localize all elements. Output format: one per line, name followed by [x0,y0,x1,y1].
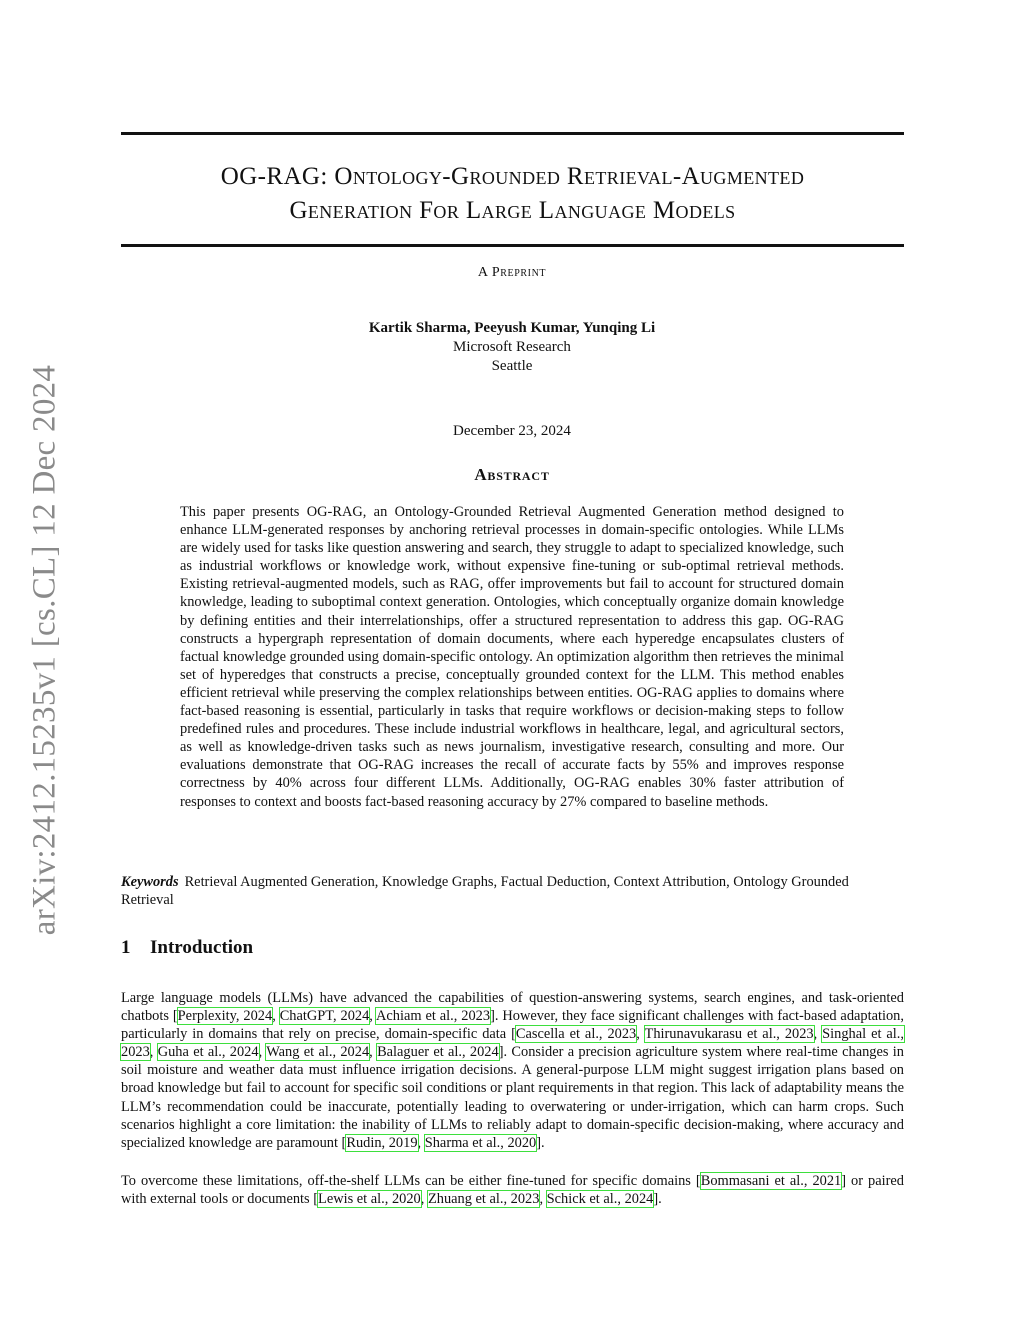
section-title: Introduction [150,937,254,958]
citation-separator: , [369,1008,377,1025]
paragraph-text: To overcome these limitations, off-the-shelf LLMs can be either fine-tuned for specific domains [ [121,1173,701,1189]
citation-separator: , [258,1044,267,1061]
citation-separator: , [636,1026,645,1043]
citation-link[interactable]: ChatGPT, 2024 [279,1008,370,1025]
citation-link[interactable]: Cascella et al., 2023 [515,1026,637,1043]
intro-paragraph-1 [121,989,904,1152]
citation-link[interactable]: Bommasani et al., 2021 [700,1173,842,1189]
author-block [0,319,1024,376]
citation-link[interactable]: Schick et al., 2024 [546,1191,654,1208]
citation-separator: , [369,1044,378,1061]
citation-link[interactable]: Zhuang et al., 2023 [427,1191,540,1208]
intro-paragraph-2 [121,1172,904,1208]
paragraph-text: ] or paired with external tools or documents [ [121,1173,905,1208]
citation-separator: , [417,1134,425,1151]
citation-separator: , [420,1191,428,1208]
paragraph-text: ]. However, they face significant challenges with fact-based adaptation, particularly in domains that rely on precise, domain-specific data [ [121,1008,904,1043]
paragraph-text: ]. [536,1134,545,1151]
preprint-label: A Preprint [477,265,547,280]
citation-link[interactable]: Guha et al., 2024 [157,1044,259,1061]
citation-link[interactable]: Rudin, 2019 [346,1134,418,1151]
arxiv-identifier-text: arXiv:2412.15235v1 [cs.CL] 12 Dec 2024 [26,364,63,936]
citation-link[interactable]: Lewis et al., 2020 [318,1191,421,1208]
paragraph-text: ]. Consider a precision agriculture system where real-time changes in soil moisture and weather data must influence irrigation decisions. A general-purpose LLM might suggest irrigation plans based on broad knowledge but fail to account for specific soil conditions or plant requirements in that region. This lack of adaptability means the LLM’s recommendation could be inaccurate, potentially leading to overwatering or under-irrigation, which can harm crops. Such scenarios highlight a core limitation: the inability of LLMs to reliably adapt to domain-specific decision-making, where accuracy and specialized knowledge are paramount [ [121,1044,904,1151]
citation-separator: , [813,1026,823,1043]
citation-link[interactable]: Thirunavukarasu et al., 2023 [644,1026,814,1043]
author-affiliation: Microsoft Research [453,339,571,355]
citation-separator: , [539,1191,547,1208]
title-line-1: OG-RAG: Ontology-Grounded Retrieval-Augmented [220,163,805,190]
arxiv-identifier-stamp [28,355,62,945]
publication-date: December 23, 2024 [453,423,571,439]
section-heading-introduction [121,937,253,959]
title-bottom-rule [121,244,904,247]
paper-title [121,160,904,228]
citation-link[interactable]: Sharma et al., 2020 [424,1134,537,1151]
paragraph-text: Large language models (LLMs) have advanced the capabilities of question-answering systems, search engines, and task-oriented chatbots [ [121,990,904,1025]
paragraph-text: ]. [653,1191,662,1208]
citation-link[interactable]: Singhal et al., 2023 [121,1026,904,1061]
citation-separator: , [272,1008,280,1025]
section-number: 1 [121,937,131,958]
citation-link[interactable]: Achiam et al., 2023 [376,1008,491,1025]
title-top-rule [121,132,904,135]
keywords-text: Retrieval Augmented Generation, Knowledge Graphs, Factual Deduction, Context Attribution, Ontology Grounded Retrieval [121,874,849,908]
author-names: Kartik Sharma, Peeyush Kumar, Yunqing Li [368,320,656,336]
keywords-label: Keywords [121,874,179,890]
abstract-body: This paper presents OG-RAG, an Ontology-Grounded Retrieval Augmented Generation method designed to enhance LLM-generated responses by anchoring retrieval processes in domain-specific ontologies. While LLMs are widely used for tasks like question answering and search, they struggle to adapt to specialized knowledge, such as industrial workflows or knowledge work, without expensive fine-tuning or sub-optimal retrieval methods. Existing retrieval-augmented models, such as RAG, offer improvements but fail to account for structured domain knowledge, leading to suboptimal context generation. Ontologies, which conceptually organize domain knowledge by defining entities and their interrelationships, offer a structured representation to address this gap. OG-RAG constructs a hypergraph representation of domain documents, where each hyperedge encapsulates clusters of factual knowledge grounded using domain-specific ontology. An optimization algorithm then retrieves the minimal set of hyperedges that constructs a precise, conceptually grounded context for the LLM. This method enables efficient retrieval while preserving the complex relationships between entities. OG-RAG applies to domains where fact-based reasoning is essential, particularly in tasks that require workflows or decision-making steps to follow predefined rules and procedures. These include industrial workflows in healthcare, legal, and agricultural sectors, as well as knowledge-driven tasks such as news journalism, investigative research, consulting and more. Our evaluations demonstrate that OG-RAG increases the recall of accurate facts by 55% and improves response correctness by 40% across four different LLMs. Additionally, OG-RAG enables 30% faster attribution of responses to context and boosts fact-based reasoning accuracy by 27% compared to baseline methods. [180,504,844,810]
abstract-heading: Abstract [474,465,550,484]
citation-link[interactable]: Perplexity, 2024 [177,1008,273,1025]
keywords-block [121,873,904,909]
title-line-2: Generation For Large Language Models [289,197,736,224]
author-location: Seattle [491,358,533,374]
citation-separator: , [149,1044,158,1061]
citation-link[interactable]: Wang et al., 2024 [266,1044,370,1061]
citation-link[interactable]: Balaguer et al., 2024 [377,1044,499,1061]
